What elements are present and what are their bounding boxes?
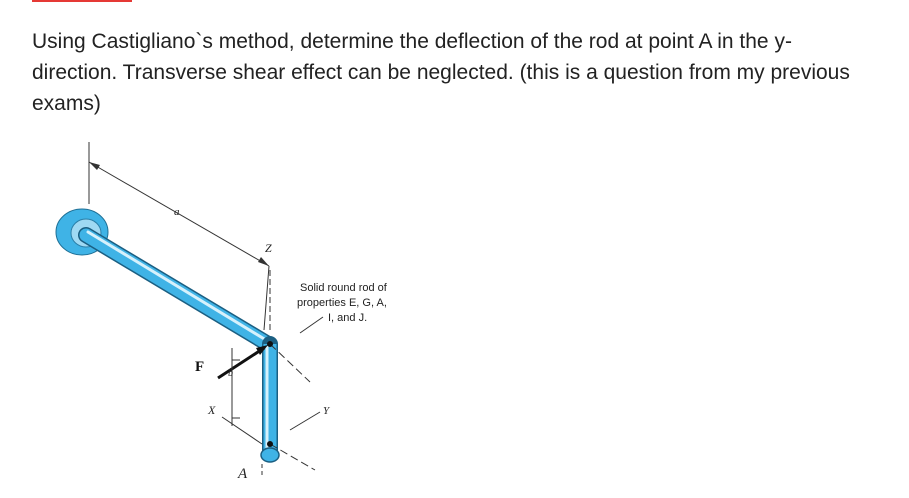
label-y: Y xyxy=(323,405,330,417)
callout-line-1: Solid round rod of xyxy=(300,282,387,294)
end-point-a xyxy=(267,441,273,447)
label-x: X xyxy=(208,403,216,417)
label-z: Z xyxy=(265,241,272,255)
rod-horizontal xyxy=(86,232,268,344)
label-b: b xyxy=(228,368,233,379)
callout-leader xyxy=(300,317,323,333)
x-axis xyxy=(222,417,262,444)
dimension-a xyxy=(89,142,269,330)
callout-line-3: I, and J. xyxy=(328,312,368,324)
question-text: Using Castigliano`s method, determine the deflection of the rod at point A in the y-direction. Transverse shear effect can be neglected. (this is a question from my previous exams) xyxy=(32,30,850,115)
callout-line-2: properties E, G, A, xyxy=(297,297,387,309)
label-a: a xyxy=(174,206,180,218)
y-axis xyxy=(290,412,320,430)
label-force: F xyxy=(195,359,205,375)
label-point-a: A xyxy=(238,466,248,482)
joint-point xyxy=(267,341,273,347)
dimension-b xyxy=(232,348,240,426)
force-arrow xyxy=(218,345,268,378)
